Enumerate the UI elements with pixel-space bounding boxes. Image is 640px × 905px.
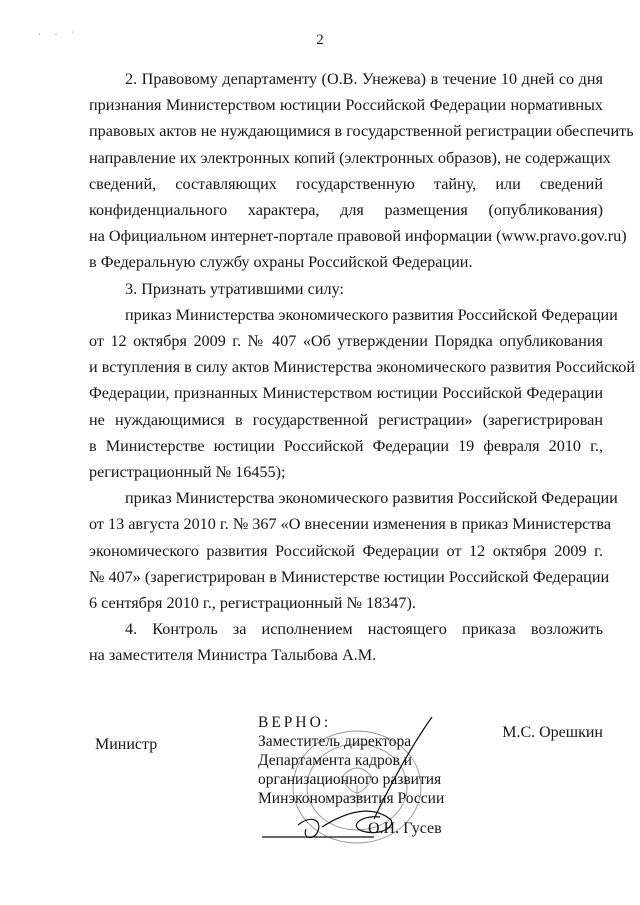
repealed-order-1-line: приказ Министерства экономического развития Российской Федерации	[125, 305, 618, 324]
paragraph-2-line: 2. Правовому департаменту (О.В. Унежева) в течение 10 дней со дня	[125, 70, 603, 88]
verno-signer-name: О.Н. Гусев	[368, 820, 442, 837]
repealed-order-2-line: экономического развития Российской Федерации от 12 октября 2009 г.	[89, 541, 603, 560]
document-body	[89, 66, 636, 669]
paragraph-2-line: на Официальном интернет-портале правовой информации (www.pravo.gov.ru)	[89, 227, 627, 246]
paragraph-2-line: в Федеральную службу охраны Российской Федерации.	[89, 253, 473, 272]
verno-position-line: Заместитель директора	[258, 733, 412, 750]
verno-certification	[258, 713, 444, 808]
paragraph-2-line: правовых актов не нуждающимися в государственной регистрации обеспечить	[89, 122, 634, 141]
repealed-order-1-line: Федерации, признанных Министерством юстиции Российской Федерации	[89, 384, 603, 403]
scan-specks: · · ˙	[38, 30, 80, 39]
minister-title: Министр	[95, 736, 158, 753]
repealed-order-2-line: от 13 августа 2010 г. № 367 «О внесении изменения в приказ Министерства	[89, 515, 612, 534]
verno-title: ВЕРНО:	[258, 714, 332, 731]
repealed-order-2-line: 6 сентября 2010 г., регистрационный № 18347).	[89, 594, 416, 613]
repealed-order-1-line: в Министерстве юстиции Российской Федерации 19 февраля 2010 г.,	[89, 436, 603, 455]
repealed-order-1-line: регистрационный № 16455);	[89, 463, 286, 482]
paragraph-2-line: направление их электронных копий (электронных образов), не содержащих	[89, 148, 611, 167]
paragraph-2-line: конфиденциального характера, для размещения (опубликования)	[89, 201, 603, 220]
repealed-order-1-line: не нуждающимися в государственной регистрации» (зарегистрирован	[89, 410, 603, 429]
minister-name: М.С. Орешкин	[502, 724, 603, 741]
paragraph-2-line: сведений, составляющих государственную тайну, или сведений	[89, 174, 603, 193]
page-number: 2	[316, 32, 324, 48]
verno-position-line: Минэкономразвития России	[258, 790, 445, 807]
repealed-order-1-line: от 12 октября 2009 г. № 407 «Об утверждении Порядка опубликования	[89, 332, 603, 351]
paragraph-3-heading: 3. Признать утратившими силу:	[125, 279, 344, 298]
repealed-order-2-line: № 407» (зарегистрирован в Министерстве юстиции Российской Федерации	[89, 567, 610, 586]
paragraph-4-line: 4. Контроль за исполнением настоящего приказа возложить	[125, 620, 603, 639]
repealed-order-2-line: приказ Министерства экономического развития Российской Федерации	[125, 489, 618, 508]
paragraph-2-line: признания Министерством юстиции Российской Федерации нормативных	[89, 96, 603, 115]
paragraph-4-line: на заместителя Министра Талыбова А.М.	[89, 646, 377, 665]
verno-position-line: Департамента кадров и	[258, 752, 412, 769]
repealed-order-1-line: и вступления в силу актов Министерства экономического развития Российской	[89, 358, 636, 377]
verno-position-line: организационного развития	[258, 771, 442, 788]
